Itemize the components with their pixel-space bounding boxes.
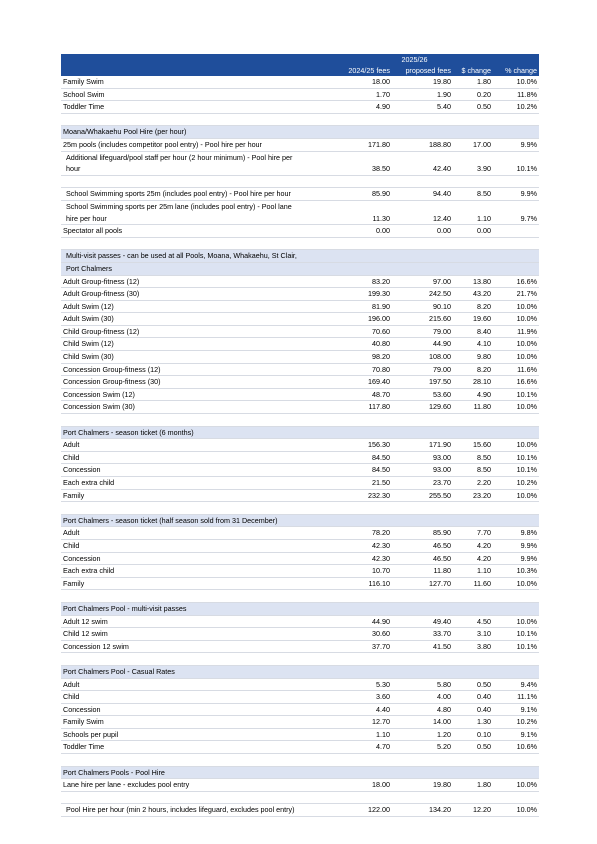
item-description: Spectator all pools bbox=[61, 225, 336, 238]
fee-row bbox=[61, 138, 539, 151]
proposed-fee: 188.80 bbox=[392, 138, 453, 151]
proposed-fee: 215.60 bbox=[392, 313, 453, 326]
item-description: Child Swim (12) bbox=[61, 338, 336, 351]
fee-row bbox=[61, 88, 539, 101]
proposed-fee: 46.50 bbox=[392, 539, 453, 552]
item-description: Additional lifeguard/pool staff per hour (2 hour minimum) - Pool hire per bbox=[66, 152, 293, 162]
item-description: Child bbox=[61, 539, 336, 552]
spacer-row bbox=[61, 590, 539, 603]
item-description: School Swimming sports 25m (includes pool entry) - Pool hire per hour bbox=[61, 188, 336, 201]
item-description: Concession bbox=[61, 552, 336, 565]
percent-change: 9.9% bbox=[493, 188, 539, 201]
current-fee: 84.50 bbox=[336, 451, 392, 464]
percent-change: 10.2% bbox=[493, 477, 539, 490]
item-description: Adult Group-fitness (30) bbox=[61, 288, 336, 301]
proposed-fee: 19.80 bbox=[392, 779, 453, 792]
dollar-change: 0.20 bbox=[453, 88, 493, 101]
dollar-change: 4.20 bbox=[453, 552, 493, 565]
fee-row bbox=[61, 779, 539, 792]
spacer-row bbox=[61, 791, 539, 804]
description-continuation-row bbox=[61, 151, 539, 163]
dollar-change: 0.40 bbox=[453, 703, 493, 716]
percent-change: 9.9% bbox=[493, 138, 539, 151]
dollar-change: 3.90 bbox=[453, 163, 493, 175]
fee-row bbox=[61, 577, 539, 590]
proposed-fee: 0.00 bbox=[392, 225, 453, 238]
section-title: Moana/Whakaehu Pool Hire (per hour) bbox=[61, 126, 539, 139]
dollar-change: 17.00 bbox=[453, 138, 493, 151]
percent-change: 11.1% bbox=[493, 691, 539, 704]
current-fee: 38.50 bbox=[336, 163, 392, 175]
current-fee: 81.90 bbox=[336, 300, 392, 313]
dollar-change: 4.20 bbox=[453, 539, 493, 552]
current-fee: 37.70 bbox=[336, 640, 392, 653]
dollar-change: 7.70 bbox=[453, 527, 493, 540]
fee-row bbox=[61, 527, 539, 540]
proposed-fee: 49.40 bbox=[392, 615, 453, 628]
item-description: Family Swim bbox=[61, 76, 336, 88]
fee-row bbox=[61, 225, 539, 238]
percent-change: 21.7% bbox=[493, 288, 539, 301]
percent-change: 10.1% bbox=[493, 464, 539, 477]
item-description: Adult bbox=[61, 527, 336, 540]
percent-change: 10.2% bbox=[493, 101, 539, 114]
proposed-fee: 94.40 bbox=[392, 188, 453, 201]
percent-change: 10.0% bbox=[493, 338, 539, 351]
percent-change: 9.9% bbox=[493, 539, 539, 552]
percent-change: 10.1% bbox=[493, 163, 539, 175]
percent-change: 10.2% bbox=[493, 716, 539, 729]
current-fee: 42.30 bbox=[336, 539, 392, 552]
item-description: Adult Group-fitness (12) bbox=[61, 275, 336, 288]
header-row-columns bbox=[61, 65, 539, 76]
proposed-fee: 127.70 bbox=[392, 577, 453, 590]
percent-change: 10.0% bbox=[493, 489, 539, 502]
percent-change: 9.7% bbox=[493, 213, 539, 225]
dollar-change: 0.50 bbox=[453, 101, 493, 114]
item-description: School Swim bbox=[61, 88, 336, 101]
percent-change: 9.9% bbox=[493, 552, 539, 565]
current-fee: 199.30 bbox=[336, 288, 392, 301]
dollar-change: 8.50 bbox=[453, 464, 493, 477]
item-description: Concession Swim (30) bbox=[61, 401, 336, 414]
header-blank bbox=[493, 54, 539, 65]
current-fee: 122.00 bbox=[336, 804, 392, 817]
proposed-fee: 90.10 bbox=[392, 300, 453, 313]
current-fee: 12.70 bbox=[336, 716, 392, 729]
fee-row bbox=[61, 188, 539, 201]
spacer-row bbox=[61, 502, 539, 515]
dollar-change: 1.80 bbox=[453, 779, 493, 792]
proposed-fee: 33.70 bbox=[392, 628, 453, 641]
spacer-cell bbox=[61, 590, 539, 603]
dollar-change: 8.20 bbox=[453, 300, 493, 313]
spacer-row bbox=[61, 175, 539, 188]
item-description: Toddler Time bbox=[61, 101, 336, 114]
dollar-change: 43.20 bbox=[453, 288, 493, 301]
spacer-row bbox=[61, 754, 539, 767]
proposed-fee: 255.50 bbox=[392, 489, 453, 502]
current-fee: 4.70 bbox=[336, 741, 392, 754]
current-fee: 5.30 bbox=[336, 678, 392, 691]
section-header-row bbox=[61, 602, 539, 615]
dollar-change: 28.10 bbox=[453, 376, 493, 389]
dollar-change: 8.50 bbox=[453, 451, 493, 464]
section-header-row bbox=[61, 766, 539, 779]
current-fee: 18.00 bbox=[336, 76, 392, 88]
fee-row bbox=[61, 213, 539, 225]
dollar-change: 4.50 bbox=[453, 615, 493, 628]
dollar-change: 8.20 bbox=[453, 363, 493, 376]
percent-change bbox=[493, 225, 539, 238]
fee-row bbox=[61, 163, 539, 175]
section-title: Port Chalmers - season ticket (half season sold from 31 December) bbox=[61, 514, 539, 527]
item-description: Child 12 swim bbox=[61, 628, 336, 641]
spacer-cell bbox=[61, 113, 539, 126]
current-fee: 117.80 bbox=[336, 401, 392, 414]
spacer-row bbox=[61, 237, 539, 250]
fee-row bbox=[61, 275, 539, 288]
fee-row bbox=[61, 728, 539, 741]
header-row-year bbox=[61, 54, 539, 65]
spacer-cell bbox=[61, 175, 539, 188]
fee-row bbox=[61, 388, 539, 401]
proposed-fee: 93.00 bbox=[392, 451, 453, 464]
header-year: 2025/26 bbox=[336, 54, 493, 65]
fee-row bbox=[61, 640, 539, 653]
dollar-change: 23.20 bbox=[453, 489, 493, 502]
fee-row bbox=[61, 101, 539, 114]
item-description: Toddler Time bbox=[61, 741, 336, 754]
percent-change: 11.9% bbox=[493, 325, 539, 338]
item-description: Child bbox=[61, 451, 336, 464]
fee-row bbox=[61, 464, 539, 477]
item-description: Concession bbox=[61, 703, 336, 716]
current-fee: 1.70 bbox=[336, 88, 392, 101]
proposed-fee: 53.60 bbox=[392, 388, 453, 401]
item-description: Each extra child bbox=[61, 565, 336, 578]
percent-change: 10.0% bbox=[493, 577, 539, 590]
dollar-change: 1.10 bbox=[453, 213, 493, 225]
proposed-fee: 12.40 bbox=[392, 213, 453, 225]
proposed-fee: 134.20 bbox=[392, 804, 453, 817]
current-fee: 156.30 bbox=[336, 439, 392, 452]
section-title: Port Chalmers Pool - multi-visit passes bbox=[61, 602, 539, 615]
current-fee: 78.20 bbox=[336, 527, 392, 540]
header-current-fees: 2024/25 fees bbox=[336, 65, 392, 76]
item-description: Concession Swim (12) bbox=[61, 388, 336, 401]
header-proposed-fees: proposed fees bbox=[392, 65, 453, 76]
current-fee: 83.20 bbox=[336, 275, 392, 288]
current-fee: 10.70 bbox=[336, 565, 392, 578]
fee-row bbox=[61, 313, 539, 326]
spacer-cell bbox=[61, 791, 539, 804]
percent-change: 10.6% bbox=[493, 741, 539, 754]
current-fee: 232.30 bbox=[336, 489, 392, 502]
section-header-row bbox=[61, 426, 539, 439]
item-description: Adult Swim (30) bbox=[61, 313, 336, 326]
section-header-row bbox=[61, 665, 539, 678]
dollar-change: 13.80 bbox=[453, 275, 493, 288]
current-fee: 42.30 bbox=[336, 552, 392, 565]
percent-change: 10.0% bbox=[493, 313, 539, 326]
proposed-fee: 41.50 bbox=[392, 640, 453, 653]
fee-row bbox=[61, 401, 539, 414]
dollar-change: 4.10 bbox=[453, 338, 493, 351]
proposed-fee: 5.20 bbox=[392, 741, 453, 754]
current-fee: 70.80 bbox=[336, 363, 392, 376]
percent-change: 10.1% bbox=[493, 640, 539, 653]
current-fee: 196.00 bbox=[336, 313, 392, 326]
section-title: Port Chalmers Pool - Casual Rates bbox=[61, 665, 539, 678]
proposed-fee: 11.80 bbox=[392, 565, 453, 578]
percent-change: 10.0% bbox=[493, 351, 539, 364]
current-fee: 0.00 bbox=[336, 225, 392, 238]
dollar-change: 0.10 bbox=[453, 728, 493, 741]
percent-change: 10.3% bbox=[493, 565, 539, 578]
current-fee: 4.40 bbox=[336, 703, 392, 716]
current-fee: 171.80 bbox=[336, 138, 392, 151]
current-fee: 85.90 bbox=[336, 188, 392, 201]
dollar-change: 0.50 bbox=[453, 678, 493, 691]
item-description: Child bbox=[61, 691, 336, 704]
dollar-change: 8.50 bbox=[453, 188, 493, 201]
fee-row bbox=[61, 552, 539, 565]
current-fee: 18.00 bbox=[336, 779, 392, 792]
current-fee: 48.70 bbox=[336, 388, 392, 401]
dollar-change: 1.80 bbox=[453, 76, 493, 88]
proposed-fee: 79.00 bbox=[392, 325, 453, 338]
section-title: Multi-visit passes - can be used at all Pools, Moana, Whakaehu, St Clair, bbox=[61, 250, 539, 263]
item-description: Child Swim (30) bbox=[61, 351, 336, 364]
header-percent-change: % change bbox=[493, 65, 539, 76]
current-fee: 116.10 bbox=[336, 577, 392, 590]
current-fee: 4.90 bbox=[336, 101, 392, 114]
current-fee: 11.30 bbox=[336, 213, 392, 225]
percent-change: 9.4% bbox=[493, 678, 539, 691]
item-description: Adult Swim (12) bbox=[61, 300, 336, 313]
fees-table-body bbox=[61, 76, 539, 817]
proposed-fee: 1.20 bbox=[392, 728, 453, 741]
fee-row bbox=[61, 615, 539, 628]
proposed-fee: 171.90 bbox=[392, 439, 453, 452]
item-description: Each extra child bbox=[61, 477, 336, 490]
current-fee: 1.10 bbox=[336, 728, 392, 741]
spacer-cell bbox=[61, 414, 539, 427]
percent-change: 10.0% bbox=[493, 615, 539, 628]
item-description: Child Group-fitness (12) bbox=[61, 325, 336, 338]
fee-row bbox=[61, 363, 539, 376]
fee-row bbox=[61, 539, 539, 552]
item-description: Pool Hire per hour (min 2 hours, includes lifeguard, excludes pool entry) bbox=[61, 804, 336, 817]
proposed-fee: 46.50 bbox=[392, 552, 453, 565]
percent-change: 10.1% bbox=[493, 388, 539, 401]
dollar-change: 19.60 bbox=[453, 313, 493, 326]
proposed-fee: 14.00 bbox=[392, 716, 453, 729]
header-blank bbox=[61, 54, 336, 65]
dollar-change: 11.80 bbox=[453, 401, 493, 414]
fee-row bbox=[61, 678, 539, 691]
current-fee: 169.40 bbox=[336, 376, 392, 389]
fee-row bbox=[61, 628, 539, 641]
spacer-cell bbox=[61, 653, 539, 666]
current-fee: 21.50 bbox=[336, 477, 392, 490]
proposed-fee: 5.80 bbox=[392, 678, 453, 691]
item-description: Concession 12 swim bbox=[61, 640, 336, 653]
percent-change: 16.6% bbox=[493, 376, 539, 389]
current-fee: 44.90 bbox=[336, 615, 392, 628]
item-description: Concession Group-fitness (30) bbox=[61, 376, 336, 389]
fee-row bbox=[61, 325, 539, 338]
percent-change: 9.8% bbox=[493, 527, 539, 540]
spacer-row bbox=[61, 414, 539, 427]
dollar-change: 0.00 bbox=[453, 225, 493, 238]
percent-change: 10.1% bbox=[493, 628, 539, 641]
item-description: Lane hire per lane - excludes pool entry bbox=[61, 779, 336, 792]
spacer-cell bbox=[61, 237, 539, 250]
proposed-fee: 197.50 bbox=[392, 376, 453, 389]
proposed-fee: 85.90 bbox=[392, 527, 453, 540]
dollar-change: 1.30 bbox=[453, 716, 493, 729]
item-description: Concession bbox=[61, 464, 336, 477]
dollar-change: 12.20 bbox=[453, 804, 493, 817]
current-fee: 30.60 bbox=[336, 628, 392, 641]
dollar-change: 2.20 bbox=[453, 477, 493, 490]
fee-row bbox=[61, 451, 539, 464]
fee-row bbox=[61, 741, 539, 754]
item-description: Family bbox=[61, 489, 336, 502]
section-header-row bbox=[61, 250, 539, 263]
fees-table bbox=[61, 54, 539, 817]
proposed-fee: 23.70 bbox=[392, 477, 453, 490]
header-dollar-change: $ change bbox=[453, 65, 493, 76]
dollar-change: 4.90 bbox=[453, 388, 493, 401]
section-header-row bbox=[61, 262, 539, 275]
dollar-change: 3.10 bbox=[453, 628, 493, 641]
fee-row bbox=[61, 565, 539, 578]
proposed-fee: 242.50 bbox=[392, 288, 453, 301]
dollar-change: 9.80 bbox=[453, 351, 493, 364]
fee-row bbox=[61, 804, 539, 817]
proposed-fee: 19.80 bbox=[392, 76, 453, 88]
percent-change: 10.1% bbox=[493, 451, 539, 464]
dollar-change: 11.60 bbox=[453, 577, 493, 590]
spacer-row bbox=[61, 653, 539, 666]
fee-row bbox=[61, 489, 539, 502]
current-fee: 3.60 bbox=[336, 691, 392, 704]
fee-row bbox=[61, 338, 539, 351]
dollar-change: 1.10 bbox=[453, 565, 493, 578]
percent-change: 9.1% bbox=[493, 728, 539, 741]
item-description: Adult 12 swim bbox=[61, 615, 336, 628]
percent-change: 10.0% bbox=[493, 401, 539, 414]
fee-row bbox=[61, 439, 539, 452]
section-header-row bbox=[61, 514, 539, 527]
section-header-row bbox=[61, 126, 539, 139]
item-description: 25m pools (includes competitor pool entry) - Pool hire per hour bbox=[61, 138, 336, 151]
current-fee: 84.50 bbox=[336, 464, 392, 477]
item-description: Adult bbox=[61, 678, 336, 691]
percent-change: 11.6% bbox=[493, 363, 539, 376]
proposed-fee: 5.40 bbox=[392, 101, 453, 114]
proposed-fee: 108.00 bbox=[392, 351, 453, 364]
fee-row bbox=[61, 351, 539, 364]
percent-change: 10.0% bbox=[493, 804, 539, 817]
percent-change: 10.0% bbox=[493, 779, 539, 792]
current-fee: 98.20 bbox=[336, 351, 392, 364]
fee-row bbox=[61, 376, 539, 389]
proposed-fee: 4.80 bbox=[392, 703, 453, 716]
percent-change: 10.0% bbox=[493, 76, 539, 88]
fee-row bbox=[61, 477, 539, 490]
spacer-row bbox=[61, 113, 539, 126]
section-title: Port Chalmers bbox=[61, 262, 539, 275]
item-description: Family Swim bbox=[61, 716, 336, 729]
current-fee: 70.60 bbox=[336, 325, 392, 338]
item-description: Schools per pupil bbox=[61, 728, 336, 741]
proposed-fee: 4.00 bbox=[392, 691, 453, 704]
percent-change: 10.0% bbox=[493, 439, 539, 452]
proposed-fee: 79.00 bbox=[392, 363, 453, 376]
dollar-change: 15.60 bbox=[453, 439, 493, 452]
percent-change: 16.6% bbox=[493, 275, 539, 288]
fee-row bbox=[61, 288, 539, 301]
proposed-fee: 44.90 bbox=[392, 338, 453, 351]
spacer-cell bbox=[61, 502, 539, 515]
percent-change: 11.8% bbox=[493, 88, 539, 101]
header-blank bbox=[61, 65, 336, 76]
fee-row bbox=[61, 691, 539, 704]
description-continuation-row bbox=[61, 200, 539, 212]
item-description: Concession Group-fitness (12) bbox=[61, 363, 336, 376]
proposed-fee: 1.90 bbox=[392, 88, 453, 101]
section-title: Port Chalmers - season ticket (6 months) bbox=[61, 426, 539, 439]
spacer-cell bbox=[61, 754, 539, 767]
dollar-change: 3.80 bbox=[453, 640, 493, 653]
fee-row bbox=[61, 716, 539, 729]
item-description: Family bbox=[61, 577, 336, 590]
section-title: Port Chalmers Pools - Pool Hire bbox=[61, 766, 539, 779]
fee-row bbox=[61, 703, 539, 716]
proposed-fee: 97.00 bbox=[392, 275, 453, 288]
fee-row bbox=[61, 300, 539, 313]
item-description: Adult bbox=[61, 439, 336, 452]
proposed-fee: 93.00 bbox=[392, 464, 453, 477]
percent-change: 9.1% bbox=[493, 703, 539, 716]
proposed-fee: 129.60 bbox=[392, 401, 453, 414]
item-description: hire per hour bbox=[61, 213, 336, 225]
percent-change: 10.0% bbox=[493, 300, 539, 313]
dollar-change: 8.40 bbox=[453, 325, 493, 338]
fee-row bbox=[61, 76, 539, 88]
dollar-change: 0.40 bbox=[453, 691, 493, 704]
item-description: School Swimming sports per 25m lane (includes pool entry) - Pool lane bbox=[66, 201, 292, 211]
dollar-change: 0.50 bbox=[453, 741, 493, 754]
item-description: hour bbox=[61, 163, 336, 175]
proposed-fee: 42.40 bbox=[392, 163, 453, 175]
current-fee: 40.80 bbox=[336, 338, 392, 351]
